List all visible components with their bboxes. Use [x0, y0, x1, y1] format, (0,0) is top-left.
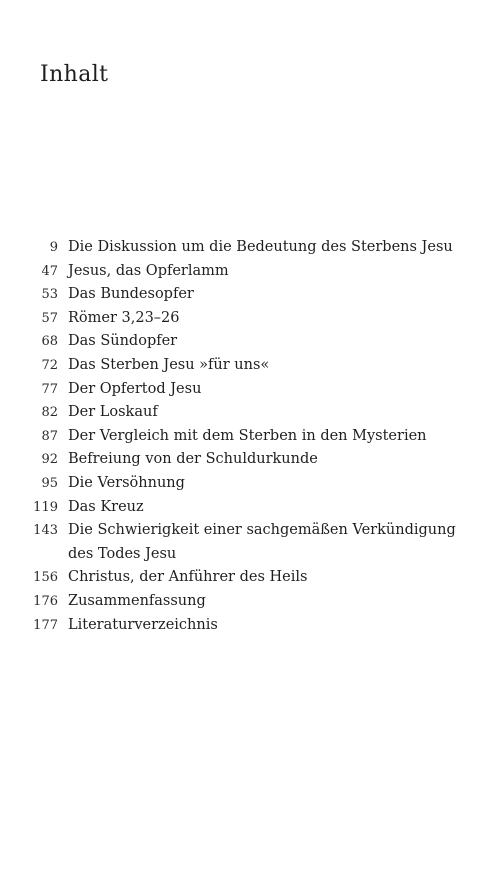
toc-title: Der Vergleich mit dem Sterben in den Mysterien [68, 427, 427, 444]
table-of-contents [32, 236, 472, 637]
toc-title: Das Kreuz [68, 498, 144, 515]
toc-title: Die Versöhnung [68, 474, 185, 491]
toc-entry [32, 496, 472, 520]
toc-title: Das Bundesopfer [68, 286, 194, 303]
toc-title: Literaturverzeichnis [68, 616, 218, 633]
toc-entry [32, 448, 472, 472]
toc-page-number: 82 [41, 405, 58, 421]
toc-title: Christus, der Anführer des Heils [68, 569, 308, 586]
toc-page-number: 77 [41, 381, 58, 397]
toc-page-number: 176 [33, 593, 58, 609]
toc-entry [32, 236, 472, 260]
toc-page-number: 47 [41, 263, 58, 279]
toc-entry [32, 401, 472, 425]
toc-entry-continuation [32, 543, 472, 567]
toc-page-number: 119 [33, 499, 58, 515]
toc-page-number: 156 [33, 570, 58, 586]
toc-page-number: 53 [41, 287, 58, 303]
toc-entry [32, 378, 472, 402]
toc-page-number: 143 [33, 523, 58, 539]
toc-title: Die Schwierigkeit einer sachgemäßen Verkündigung [68, 522, 456, 539]
toc-page-number: 87 [41, 428, 58, 444]
toc-title: Zusammenfassung [68, 592, 206, 609]
toc-entry [32, 590, 472, 614]
toc-title: Jesus, das Opferlamm [68, 262, 229, 279]
toc-entry [32, 354, 472, 378]
toc-page-number: 177 [33, 617, 58, 633]
toc-title-continued: des Todes Jesu [68, 545, 177, 562]
toc-entry [32, 472, 472, 496]
toc-entry [32, 425, 472, 449]
toc-page-number: 92 [41, 452, 58, 468]
toc-page-number: 9 [49, 240, 58, 255]
toc-page-number: 95 [41, 475, 58, 491]
toc-entry [32, 330, 472, 354]
toc-title: Das Sterben Jesu »für uns« [68, 356, 270, 373]
toc-page-number: 68 [41, 334, 58, 350]
toc-entry [32, 307, 472, 331]
toc-title: Der Loskauf [68, 404, 158, 421]
page-title: Inhalt [40, 62, 109, 87]
toc-entry [32, 519, 472, 543]
toc-title: Die Diskussion um die Bedeutung des Sterbens Jesu [68, 239, 453, 255]
toc-entry [32, 283, 472, 307]
toc-page-number: 57 [41, 310, 58, 326]
toc-title: Das Sündopfer [68, 333, 178, 350]
toc-page-number: 72 [41, 357, 58, 373]
toc-entry [32, 614, 472, 638]
toc-title: Römer 3,23–26 [68, 309, 180, 326]
toc-entry [32, 566, 472, 590]
toc-title: Befreiung von der Schuldurkunde [68, 451, 318, 468]
toc-title: Der Opfertod Jesu [68, 380, 202, 397]
toc-entry [32, 260, 472, 284]
